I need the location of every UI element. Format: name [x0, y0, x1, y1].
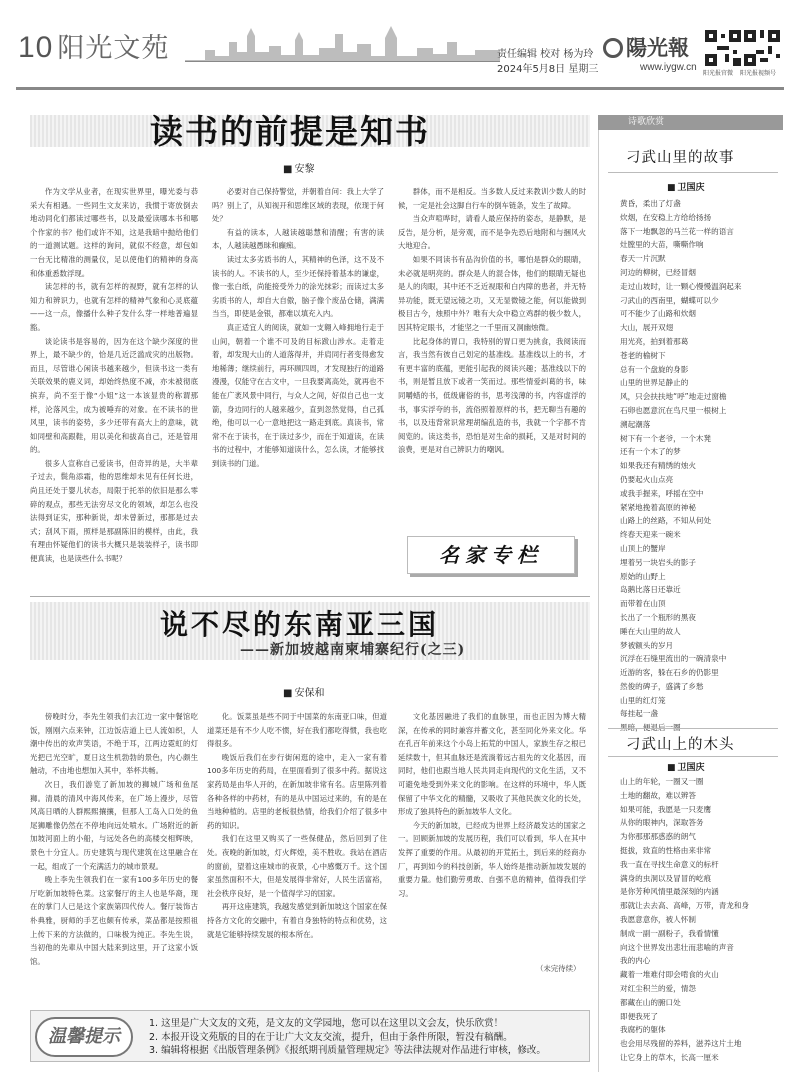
poem-line: 原始的山野上	[620, 571, 666, 581]
poem-line: 或我手握来，呼摇在空中	[620, 488, 704, 498]
paragraph: 化。饭菜虽是些不同于中国菜的东南亚口味，但道道菜还是有不少人吃不惯，好在我们都吃得惯，我也吃得很多。	[207, 712, 387, 749]
poem-line: 满身的虫洞以及冒冒的屹痕	[620, 873, 712, 883]
newspaper-logo	[603, 32, 689, 62]
poem-line: 岛鹅比落日还靠近	[620, 585, 681, 595]
paragraph: 谈论读书是容易的，因为在这个缺少深度的世界上，最不缺少的，恰是几近泛滥成灾的出版物。而且，尽管谁心闲读书越来越少，但读书这一类有关联效果的鹿义词，却始终热度不减，亦未被彻底摈弃，尚不至于像“小姐”这一本该显贵的称谓那样，沦落风尘，成为被唾弃的对象。在不读书的世风里，读书的姿势，多少还带有高大上的意味，就如同壁和高跟鞋，用以美化和拔高自己，还是管用的。	[30, 336, 198, 455]
article1-column-2	[212, 185, 384, 585]
poem-line: 藏着一堆难付即会啃食的火山	[620, 970, 719, 980]
poem-line: 让它身上的草木，长高一厘米	[620, 1052, 719, 1062]
poem2-title: 刁武山上的木头	[626, 737, 735, 753]
poem-line: 石卵也愿意沉在鸟尺里一根树上	[620, 405, 727, 415]
poem-line: 用光亮，拍到着那葛	[620, 336, 689, 346]
paragraph: 作为文学从业者，在现实世界里，曝光委与恭采大有相遇。一些同生文友来访，我惯于寄放倒去地动同化们都读过哪些书，以及最爱读哪本书和哪个作家的书？他们或许不知，这是我暗中抛给他们的一道测试题。这样的询问，就似不经意，却包如一台无比精准的测量仪，足以使他们的精神的身高和体重悉数浮现。	[30, 187, 198, 278]
qr-label-wechat: 阳光报官微	[703, 70, 734, 77]
tip-item: 2. 本报开设文苑版的目的在于让广大文友交流，提升，但由于条件所限，暂没有稿酬。	[149, 1031, 513, 1043]
poem-line: 溯起潮落	[620, 419, 651, 429]
poem-line: 沉浮在石缝里流出的一碗清泉中	[620, 654, 727, 664]
poem-line: 河边的柳树，已经冒烟	[620, 267, 696, 277]
poem2-author: ■ 卫国庆	[667, 760, 705, 773]
paragraph: 再开这座建筑，我越发感觉到新加坡这个国家在保持各方文化的交融中，有着自身独特的特点和优势，这就是它能够持续发展的根本所在。	[207, 902, 387, 939]
paragraph: 读怎样的书，就有怎样的视野，就有怎样的认知力和辨识力，也就有怎样的精神气象和心灵底蕴——这一点，像播什么种子发什么芽一样地普遍显豁。	[30, 282, 198, 332]
column-badge: 名家专栏	[407, 536, 575, 574]
poem-line: 山上的年轮，一圈又一圈	[620, 777, 704, 786]
paragraph: 今天的新加坡，已经成为世界上经济最发达的国家之一。回顾新加坡的发展历程，我们可以看到，华人在其中发挥了重要的作用。从最初的开荒拓土，到后来的经商办厂，再到如今的科技创新，华人始终是推动新加坡发展的重要力量。他们勤劳勇敢、自强不息的精神，值得我们学习。	[398, 820, 586, 898]
paragraph: 晚上李先生领我们在一家有100多年历史的餐厅吃新加坡特色菜。这家餐厅的主人也是华裔，现在的掌门人已是这个家族第四代传人。餐厅装饰古朴典雅，厨师的手艺也颇有传承，菜品都是按照祖上传下来的方法做的，口味极为纯正。李先生说，当初他的先辈从中国大陆来到这里，开了这家小饭馆。	[30, 875, 198, 966]
poem-line: 土地的翻故，难以辨答	[620, 790, 696, 800]
poem-rule	[608, 756, 778, 757]
poem-line: 梦被额头的岁月	[620, 640, 674, 650]
editor-credit: 责任编辑 校对 杨为玲	[497, 49, 594, 60]
issue-date: 2024年5月8日 星期三	[497, 64, 599, 75]
poem-line: 埋着另一块岩头的影子	[620, 557, 696, 567]
poem-line: 我愿意意你，被人怀制	[620, 914, 696, 924]
poem-line: 落下一地飘忽的马兰花一样的语言	[620, 226, 734, 236]
paragraph: 傍晚时分，李先生领我们去江边一家中餐馆吃饭，刚刚六点来钟，江边饭店道上已人流如织，人潮中传出的欢声笑语，不绝于耳，江两边霓虹的灯光把已光空旷，夏日这生机勃勃的景色，内心颇生触动，不由地也想加入其中，举杯共畅。	[30, 712, 198, 776]
poem-line: 近游的客，躲在石乡的仍影里	[620, 668, 719, 678]
poem-line: 是你芳种风情里最深刻的内涵	[620, 887, 719, 897]
logo-text: 陽光報	[626, 35, 689, 60]
poem-line: 山里的世界足静止的	[620, 378, 689, 388]
poem-line: 树下有一个老爷，一个木凳	[620, 433, 712, 443]
poem-line: 刁武山的西南里，蝴蝶可以少	[620, 295, 719, 305]
poem-line: 挺拔，致直的性格由来非常	[620, 845, 712, 855]
article2-subtitle: ——新加坡越南柬埔寨纪行(之三)	[240, 642, 466, 658]
section-name: 阳光文苑	[57, 33, 170, 64]
poem-line: 大山，展开双翅	[620, 323, 674, 333]
poem-line: 那就让去去高、高峰，万带，青龙和身	[620, 901, 750, 911]
poem-line: 风，只会扶扶地“呼”地走过窗檐	[620, 392, 727, 402]
paragraph: 群体，而不是相反。当多数人反过来教训少数人的时候，一定是社会这脚自行车的倒车链条，发生了故障。	[398, 187, 586, 210]
poem-line: 睡在大山里的故人	[620, 626, 681, 636]
poem-line: 山里的红灯笼	[620, 695, 666, 705]
tips-list	[149, 1017, 546, 1058]
article2-column-2	[207, 710, 387, 1006]
poem1-author: ■ 卫国庆	[667, 180, 705, 193]
poem-line: 都藏在山的腑口处	[620, 997, 681, 1007]
poem-line: 然俊的碑子，盛满了乡愁	[620, 681, 704, 691]
poem2-lines	[620, 775, 749, 1065]
poem-line: 而带着在山顶	[620, 599, 666, 609]
poem-line: 总有一个盘旋的身影	[620, 364, 689, 374]
paragraph: 文化基因融进了我们的血脉里，而也正因为博大精深，在传承的同时兼容并蓄文化，甚至同化外来文化。华在孔百年前来这个小岛上拓荒的中国人，家族生存之根已延续数十，但其血脉还是流淌着远古祖先的文化基因，而同时，他们也跟当地人民共同走向现代的文化生活，又不可避免地受到外来文化的影响。在这样的环境中，华人既保留了中华文化的精髓，又吸收了其他民族文化的长处，形成了独具特色的新加坡华人文化。	[398, 712, 586, 817]
qr-code-icon	[705, 30, 741, 66]
poem-line: 我的内心	[620, 956, 651, 966]
poem-line: 紧紧地挽着高原的神秘	[620, 502, 696, 512]
paragraph: 读过太多劣质书的人，其精神的色泽，这不及不读书的人。不读书的人，至少还保持着基本的谦虚，像一张白纸，尚能接受外力的涂光抹彩；而读过太多劣质书的人，却自大自傲，脑子像个废品仓储，满满当当，即使是金银，都难以填充入内。	[212, 254, 384, 319]
poem-rule	[608, 172, 778, 173]
website-url: www.iygw.cn	[640, 62, 697, 73]
poem-line: 春天一片沉默	[620, 254, 666, 264]
article1-column-1	[30, 185, 198, 585]
paragraph: 真正适宜人的阅读，就如一支翱入峰拥地行走于山间，朝着一个谁不可及的目标跋山涉水。走着走着，却发现大山的人道落得并，并肩同行者变得愈发地稀薄；继续前行，再环顾四周，才发现独行的道路漫漫，仅能守在古文中，一旦我要离高处，就再也不能在广袤风景中同行，与众人之间，好似自己也一支箭，身边同行的人越来越少，直到忽然觉得，自己孤绝，他可以一心一意地把这一路走到底。真读书，常常不在于读书，在于读过多少，而在于知道读，在读书的过程中，才能够知道读什么，怎么读，才能够找到读书的门道。	[212, 322, 384, 468]
tip-item: 3. 编辑将根据《出版管理条例》《报纸期刊质量管理规定》等法律法规对作品进行审核，修改。	[149, 1045, 546, 1056]
poem-line: 走过山坡时，让一颗心慢慢温润起来	[620, 281, 742, 291]
to-be-continued-note: （未完待续）	[536, 964, 581, 973]
paragraph: 比起身体的胃口，我特别的胃口更为挑食，我阅读而言，我当然有彼自己划定的基准线。基准线以上的书，才有更丰富的底蕴，更能引起我的阅读兴趣；基准线以下的书，则是暂且放下或者一笑而过。那些情爱纠葛的书，味同嚼蜡的书，低级庸俗的书，思考浅薄的书，内容虚浮的书，事实浮夸的书，流俗照着原样的书，把无聊当有趣的书，以及违背常识常理胡编乱造的书，我就一个字都不肯阅览的。读这类书，恐怕是对生命的损耗，又是对时间的浪费，更是对自己辨识力的嘲讽。	[398, 336, 586, 455]
article1-byline: ■ 安黎	[283, 160, 314, 175]
article2-column-3	[398, 710, 586, 960]
poem-line: 长出了一个瓶形的黑夜	[620, 612, 696, 622]
poem-line: 即便我死了	[620, 1011, 658, 1021]
poem-line: 我腐朽的躯体	[620, 1025, 666, 1035]
poem1-lines	[620, 197, 742, 735]
article2-byline: ■ 安保和	[283, 684, 324, 699]
poem-line: 可不能少了山路和炊烟	[620, 309, 696, 319]
paragraph: 次日，我们游览了新加坡的狮城广场和鱼尾狮。清晨的清风中海风传来，在广场上漫步，尽管风高日晒的人群熙熙攘攘，但那人工岛入口处的鱼尾狮雕像仍然在不停地向远处喷水。广场附近的新加坡河面上的小船，与远处各色的高楼交相辉映，景色十分宜人。历史建筑与现代建筑在这里融合在一起，组成了一个充满活力的城市景观。	[30, 779, 198, 871]
poem-line: 对红尘积兰的爱，情怨	[620, 983, 696, 993]
poem-line: 山路上的丝路，不知从何处	[620, 516, 712, 526]
poem-line: 如果我还有精绣的烛火	[620, 461, 696, 471]
poem-line: 山顶上的蟹岸	[620, 543, 666, 553]
sun-logo-icon	[603, 38, 623, 58]
poem-line: 也会用尽残留的养料，滋养这片土地	[620, 1039, 742, 1049]
poem-line: 炊烟，在安稳上方给给扬扬	[620, 212, 712, 222]
paragraph: 有益的读本，人越读越聪慧和清醒；有害的读本，人越读越愚昧和癫痴。	[212, 227, 384, 251]
poem-line: 制成一副一副粉子，我看情懂	[620, 928, 719, 938]
paragraph: 如果不同读书有品沟价值的书，哪怕是群众的眼睛，未必就是明亮的。群众是人的混合体，他们的眼睛无疑也是人的肉眼，其中还不乏近视眼和白内障的患者，并无特异功能，既无望远镜之功，又无显微镜之能，何以能做到极目古今，烛照中外？唯有大众中稳立鸡群的极少数人，因其特定眼书，才能坚之一千里而又洞幽烛微。	[398, 254, 586, 332]
poem1-title: 刁武山里的故事	[626, 150, 735, 166]
poem-line: 苍老的榆树下	[620, 350, 666, 360]
tips-badge: 温馨提示	[35, 1017, 133, 1057]
poem-line: 黄昏，柔出了灯盏	[620, 199, 681, 208]
poem-line: 向这个世界发出悲壮而悲喻的声音	[620, 942, 734, 952]
article1-column-3	[398, 185, 586, 525]
paragraph: 我们在这里又购买了一些保健品，然后回到了住处。夜晚的新加坡，灯火辉煌，美不胜收。我站在酒店的窗前，望着这座城市的夜景，心中感慨万千。这个国家虽然面积不大，但是发展得非常好，人民生活富裕，社会秩序良好，是一个值得学习的国家。	[207, 834, 387, 898]
poem-line: 每挂起一盏	[620, 709, 658, 719]
qr-label-video: 阳光报视频号	[740, 70, 777, 77]
poem-line: 为你那那那惑惑的朗气	[620, 832, 696, 842]
poem-line: 我一直在寻找生命意义的标杆	[620, 859, 719, 869]
poem-line: 还有一个木了的梦	[620, 447, 681, 457]
section-divider	[30, 596, 590, 597]
tips-box	[30, 1010, 590, 1062]
paragraph: 很多人宣称自己爱读书，但奇异的是，大半辈子过去，鬓角添霜，他的思维却未见有任何长进，尚且还处于婴儿状态，局限于托举的依旧是那么零碎的观点，那些无法穷尽文化的领域，却怎么也没法得到证实，那种新说，却未曾新过，那都是过去式；刮风下雨，照样是那副陈旧的模样，由此，我有理由怀疑他们的读书大概只是装装样子，读书即便真读，也是读些什么书呢？	[30, 458, 198, 564]
city-skyline-illustration	[185, 22, 500, 62]
article2-title: 说不尽的东南亚三国	[160, 608, 440, 641]
poem-line: 终春天迎来一碗米	[620, 530, 681, 540]
poem-rule	[608, 728, 778, 729]
paragraph: 必要对自己保持警觉，并朝着自问：我上大学了吗？别上了，从知视开和思维区域的表现，依现于何处？	[212, 187, 384, 224]
tip-item: 1. 这里是广大文友的文苑，是文友的文学园地，您可以在这里以文会友，快乐欣赏！	[149, 1018, 504, 1029]
poem-line: 从你的眼神内，深取答务	[620, 818, 704, 828]
paragraph: 当众声喧哗时，请看人最应保持的姿态，是静默，是反告，是分析，是旁观，而不是争先恐后地附和与捆风火大地迎合。	[398, 214, 586, 251]
poem-line: 仍要起火山点亮	[620, 474, 674, 484]
qr-code-icon	[744, 30, 780, 66]
header-rule	[16, 87, 784, 90]
article2-column-1	[30, 710, 198, 1006]
poem-line: 灶膛里的大苗，嘶嘶作响	[620, 240, 704, 250]
page-number	[18, 26, 169, 65]
page-number-value: 10	[18, 31, 54, 64]
article1-title: 读书的前提是知书	[150, 112, 430, 151]
paragraph: 晚饭后我们在步行街闲逛的途中，走入一家有着100多年历史的药局，在里面看到了很多中药。据说这家药局是由华人开的，在新加坡非常有名。店里陈列着各种各样的中药材，有的是从中国运过来的，有的是在当地种植的。店里的老板很热情，给我们介绍了很多中药的知识。	[207, 752, 387, 830]
masthead	[0, 0, 800, 85]
sidebar-section-tag: 诗歌欣赏	[598, 115, 783, 130]
poem-line: 如果可能，我愿是一只麦鹰	[620, 804, 712, 814]
